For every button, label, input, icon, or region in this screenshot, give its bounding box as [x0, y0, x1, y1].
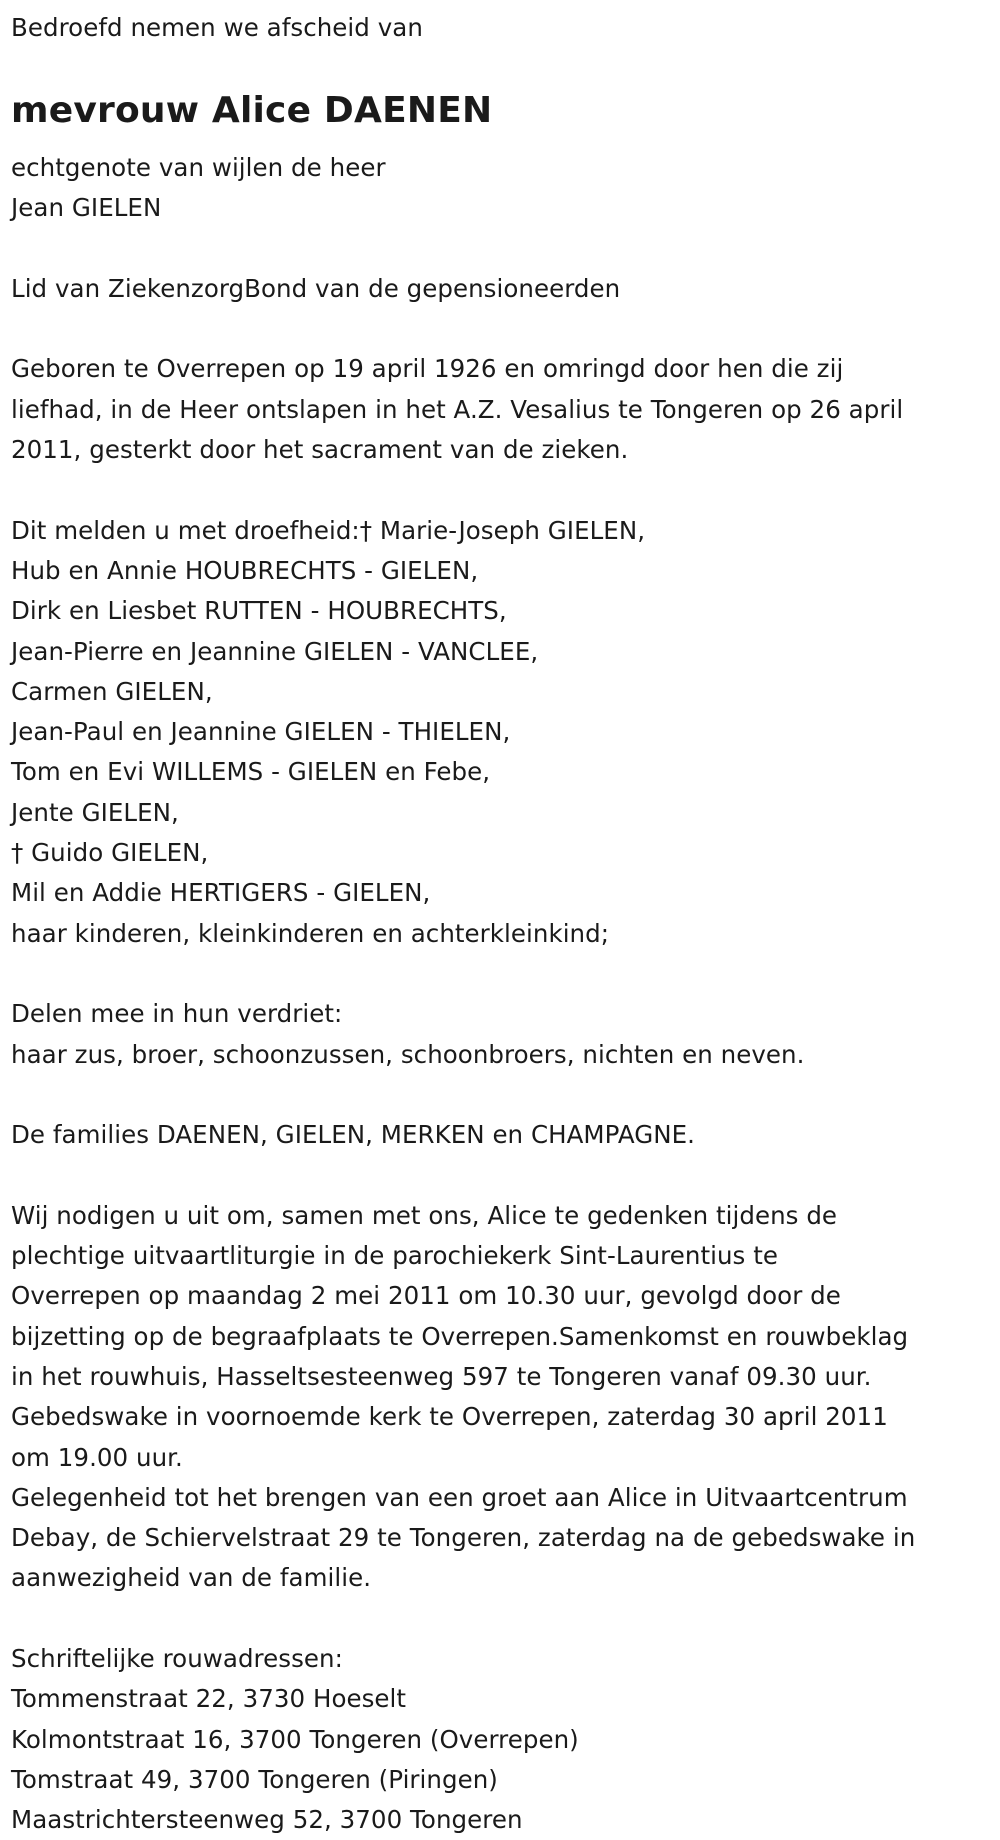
- spacer: [11, 470, 996, 510]
- addresses-heading: Schriftelijke rouwadressen:: [11, 1643, 343, 1673]
- membership-text: Lid van ZiekenzorgBond van de gepensioneerden: [11, 273, 621, 303]
- ceremony-paragraph: [11, 1196, 996, 1599]
- address-line: Kolmontstraat 16, 3700 Tongeren (Overrepen): [11, 1724, 579, 1754]
- spouse-line: echtgenote van wijlen de heer: [11, 153, 386, 182]
- family-line: Jente GIELEN,: [11, 797, 179, 827]
- spacer: [11, 1075, 996, 1115]
- deceased-name: mevrouw Alice DAENEN: [11, 90, 493, 131]
- spouse-block: [11, 148, 996, 229]
- intro-text: Bedroefd nemen we afscheid van: [11, 13, 423, 42]
- ceremony-line: Gelegenheid tot het brengen van een groet aan Alice in Uitvaartcentrum: [11, 1482, 908, 1512]
- relatives-block: [11, 994, 996, 1075]
- spacer: [11, 309, 996, 349]
- address-line: Tommenstraat 22, 3730 Hoeselt: [11, 1684, 407, 1714]
- paragraph-line: liefhad, in de Heer ontslapen in het A.Z. Vesalius te Tongeren op 26 april: [11, 394, 904, 424]
- spacer: [11, 1599, 996, 1639]
- family-line: Dit melden u met droefheid:† Marie-Joseph GIELEN,: [11, 515, 646, 545]
- paragraph-line: 2011, gesterkt door het sacrament van de zieken.: [11, 435, 629, 465]
- paragraph-line: Geboren te Overrepen op 19 april 1926 en omringd door hen die zij: [11, 354, 844, 384]
- ceremony-line: Debay, de Schiervelstraat 29 te Tongeren, zaterdag na de gebedswake in: [11, 1523, 916, 1553]
- obituary-notice: [11, 8, 996, 1840]
- spacer: [11, 1155, 996, 1195]
- family-line: Carmen GIELEN,: [11, 676, 213, 706]
- family-line: Mil en Addie HERTIGERS - GIELEN,: [11, 878, 431, 908]
- relatives-line: Delen mee in hun verdriet:: [11, 999, 343, 1029]
- relatives-line: haar zus, broer, schoonzussen, schoonbroers, nichten en neven.: [11, 1039, 805, 1069]
- address-line: Maastrichtersteenweg 52, 3700 Tongeren: [11, 1805, 523, 1835]
- family-list: [11, 511, 996, 954]
- ceremony-line: Gebedswake in voornoemde kerk te Overrepen, zaterdag 30 april 2011: [11, 1402, 888, 1432]
- spacer: [11, 954, 996, 994]
- addresses-block: [11, 1639, 996, 1840]
- ceremony-line: Wij nodigen u uit om, samen met ons, Alice te gedenken tijdens de: [11, 1200, 838, 1230]
- family-line: Dirk en Liesbet RUTTEN - HOUBRECHTS,: [11, 596, 507, 626]
- ceremony-line: plechtige uitvaartliturgie in de parochiekerk Sint-Laurentius te: [11, 1241, 778, 1271]
- family-line: Jean-Paul en Jeannine GIELEN - THIELEN,: [11, 717, 511, 747]
- ceremony-line: bijzetting op de begraafplaats te Overrepen.Samenkomst en rouwbeklag: [11, 1321, 909, 1351]
- family-line: Hub en Annie HOUBRECHTS - GIELEN,: [11, 555, 479, 585]
- family-line: haar kinderen, kleinkinderen en achterkleinkind;: [11, 918, 610, 948]
- address-line: Tomstraat 49, 3700 Tongeren (Piringen): [11, 1764, 498, 1794]
- spouse-name: Jean GIELEN: [11, 193, 162, 223]
- families-text: De families DAENEN, GIELEN, MERKEN en CHAMPAGNE.: [11, 1120, 696, 1150]
- family-line: † Guido GIELEN,: [11, 838, 209, 868]
- ceremony-line: in het rouwhuis, Hasseltsesteenweg 597 te Tongeren vanaf 09.30 uur.: [11, 1361, 872, 1391]
- birth-death-paragraph: [11, 349, 996, 470]
- ceremony-line: om 19.00 uur.: [11, 1442, 183, 1472]
- spacer: [11, 229, 996, 269]
- ceremony-line: Overrepen op maandag 2 mei 2011 om 10.30 uur, gevolgd door de: [11, 1281, 841, 1311]
- family-line: Jean-Pierre en Jeannine GIELEN - VANCLEE,: [11, 636, 539, 666]
- family-line: Tom en Evi WILLEMS - GIELEN en Febe,: [11, 757, 491, 787]
- ceremony-line: aanwezigheid van de familie.: [11, 1563, 372, 1593]
